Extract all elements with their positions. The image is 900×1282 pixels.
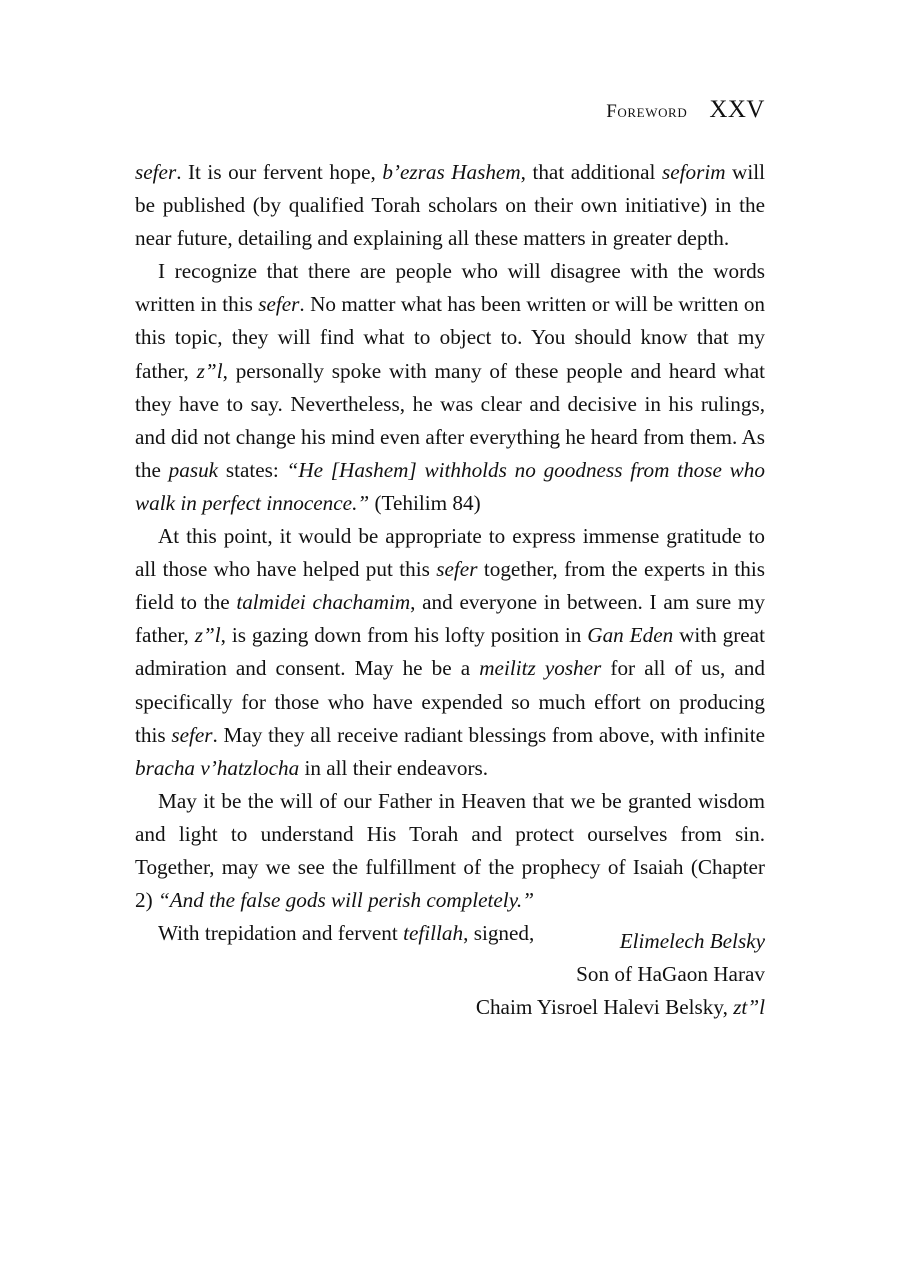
- paragraph-run-roman: will be published (by qualified Torah scholars on their own initiative) in the near future, detailing and explaining all these matters in greater depth.: [135, 160, 765, 251]
- paragraph-run-roman: , signed,: [463, 921, 535, 946]
- paragraph-run-roman: states:: [218, 457, 287, 482]
- body-text-block: [135, 156, 765, 950]
- paragraph-run-roman: . It is our fervent hope,: [176, 160, 383, 184]
- signature-line: [135, 925, 765, 958]
- paragraph-run-italic: pasuk: [168, 457, 219, 482]
- paragraph-run-italic: seforim: [661, 160, 726, 184]
- paragraph-run-italic: z”l: [194, 623, 221, 648]
- paragraph-run-italic: sefer: [171, 722, 213, 747]
- signature-run-roman: Chaim Yisroel Halevi Belsky,: [475, 995, 734, 1020]
- paragraph-run-italic: sefer: [135, 160, 177, 184]
- paragraph-run-roman: for all of us, and specifically for those who have expended so much effort on producing this: [135, 656, 765, 747]
- paragraph-run-italic: b’ezras Hashem: [382, 160, 521, 184]
- paragraph-run-roman: . No matter what has been written or will be written on this topic, they will find what to object to. You should know that my father,: [135, 292, 766, 383]
- paragraph-run-roman: , is gazing down from his lofty position in: [220, 623, 588, 648]
- paragraph-run-roman: (Tehilim 84): [369, 490, 481, 515]
- signature-run-italic: zt”l: [733, 995, 765, 1020]
- paragraph-run-italic: sefer: [436, 557, 478, 582]
- signature-run-italic: Elimelech Belsky: [619, 929, 765, 953]
- signature-line: [135, 991, 765, 1024]
- body-paragraph: [135, 255, 765, 520]
- signature-run-roman: Son of HaGaon Harav: [576, 962, 765, 987]
- paragraph-run-roman: At this point, it would be appropriate to express immense gratitude to all those who have helped put this: [135, 524, 765, 582]
- paragraph-run-roman: , that additional: [520, 160, 662, 184]
- paragraph-run-roman: , and everyone in between. I am sure my father,: [135, 590, 765, 648]
- body-paragraph: [135, 785, 765, 917]
- paragraph-run-italic: tefillah: [403, 921, 464, 946]
- paragraph-run-roman: May it be the will of our Father in Heaven that we be granted wisdom and light to understand His Torah and protect ourselves from sin. Together, may we see the fulfillment of the prophecy of Isaiah (Chapter 2): [135, 788, 765, 913]
- paragraph-run-roman: I recognize that there are people who will disagree with the words written in this: [135, 259, 765, 317]
- signature-block: [135, 925, 765, 1024]
- paragraph-run-italic: “He [Hashem] withholds no goodness from those who walk in perfect innocence.”: [135, 457, 765, 515]
- paragraph-run-italic: z”l: [196, 358, 223, 383]
- paragraph-run-roman: in all their endeavors.: [299, 755, 489, 780]
- paragraph-run-roman: with great admiration and consent. May he be a: [135, 623, 765, 681]
- paragraph-run-italic: sefer: [258, 292, 300, 317]
- body-paragraph: [135, 156, 765, 255]
- paragraph-run-italic: bracha v’hatzlocha: [135, 755, 300, 780]
- page-number: XXV: [709, 96, 765, 123]
- paragraph-run-italic: talmidei chachamim: [236, 590, 411, 615]
- signature-line: [135, 958, 765, 991]
- running-head-section-label: Foreword: [606, 101, 688, 122]
- paragraph-run-roman: With trepidation and fervent: [158, 921, 404, 946]
- paragraph-run-italic: meilitz yosher: [479, 656, 602, 681]
- running-head: [135, 96, 765, 124]
- paragraph-run-italic: Gan Eden: [587, 623, 674, 648]
- paragraph-run-roman: . May they all receive radiant blessings from above, with infinite: [212, 722, 765, 747]
- paragraph-run-roman: , personally spoke with many of these people and heard what they have to say. Nevertheless, he was clear and decisive in his rulings, and did not change his mind even after everything he heard from them. As the: [135, 358, 765, 482]
- paragraph-run-roman: together, from the experts in this field to the: [135, 557, 765, 615]
- body-paragraph: [135, 520, 765, 785]
- paragraph-run-italic: “And the false gods will perish completely.”: [157, 888, 535, 913]
